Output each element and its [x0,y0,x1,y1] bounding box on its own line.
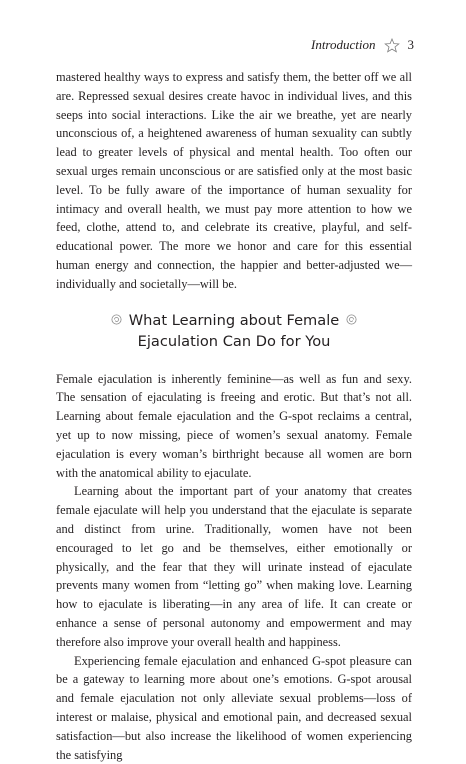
running-header [311,37,414,53]
section-heading-line-1 [56,310,412,331]
paragraph: Experiencing female ejaculation and enhanced G-spot pleasure can be a gateway to learning more about one’s emotions. G-spot arousal and female ejaculation not only alleviate sexual problems—loss of interest or malaise, physical and emotional pain, and decreased sexual satisfaction—but also increase the likelihood of women experiencing the satisfying [56,653,412,762]
paragraph: Female ejaculation is inherently feminine—as well as fun and sexy. The sensation of ejaculating is freeing and erotic. But that’s not all. Learning about female ejaculation and the G-spot reclaims a central, yet up to now missing, piece of women’s sexual anatomy. Female ejaculation is every woman’s birthright because all women are born with the anatomical ability to ejaculate. [56,371,412,480]
section-heading-line-2: Ejaculation Can Do for You [137,332,331,350]
body-text [56,68,412,764]
heading-text-1: What Learning about Female [128,311,340,329]
spiral-ornament-icon [346,314,357,325]
running-header-title: Introduction [310,37,376,52]
intro-paragraph: mastered healthy ways to express and satisfy them, the better off we all are. Repressed sexual desires create havoc in individual lives, and this seeps into social interactions. Like the air we breathe, yet are nearly unconscious of, a heightened awareness of human sexuality can subtly lead to greater levels of physical and mental health. Too often our sexual urges remain unconscious or are satisfied only at the most basic level. To be fully aware of the importance of human sexuality for intimacy and overall health, we must pay more attention to how we feed, clothe, attend to, and celebrate its creative, playful, and self-educational power. The more we honor and care for this essential human energy and connection, the happier and better-adjusted we—individually and societally—will be. [56,70,412,291]
star-outline-icon [384,38,400,53]
page-number: 3 [407,37,414,52]
spiral-ornament-icon [111,314,122,325]
paragraph: Learning about the important part of your anatomy that creates female ejaculate will help you understand that the ejaculate is separate and distinct from urine. Traditionally, women have not been encouraged to let go and be themselves, either emotionally or physically, and the fear that they will urinate instead of ejaculate prevents many women from “letting go” when making love. Learning how to ejaculate is liberating—in any area of life. It can create or enhance a sense of personal autonomy and empowerment and may therefore also improve your overall health and happiness. [56,484,412,649]
section-heading [56,310,412,352]
